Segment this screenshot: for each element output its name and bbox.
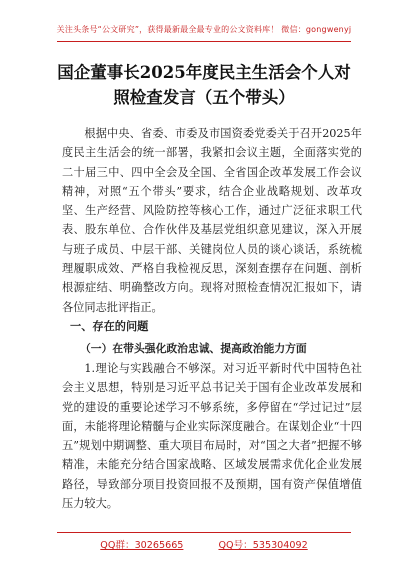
title-line-2: 照检查发言（五个带头）: [113, 88, 295, 107]
point-paragraph: 1.理论与实践融合不够深。对习近平新时代中国特色社会主义思想，特别是习近平总书记关于国有企业改革发展和党的建设的重要论述学习不够系统，多停留在“学过记过”层面，未能将理论精髓与企业实际深度融合。在谋划企业“十四五”规划中期调整、重大项目布局时，对“国之大者”把握不够精准，未能充分结合国家战略、区域发展需求优化企业发展路径，导致部分项目投资回报不及预期，国有资产保值增值压力较大。: [62, 361, 362, 511]
header-banner: 关注头条号“公文研究”，获得最新最全最专业的公文资料库！ 微信：gongwenyj: [56, 25, 352, 34]
header-divider: [57, 41, 351, 42]
qq-link[interactable]: QQ号：535304092: [218, 540, 308, 551]
document-title: [40, 60, 368, 110]
section-heading: 一、存在的问题: [70, 319, 149, 333]
document-body: [62, 124, 362, 513]
footer-divider: [57, 532, 351, 533]
subsection-heading: （一）在带头强化政治忠诚、提高政治能力方面: [80, 341, 307, 355]
qq-group-link[interactable]: QQ群：30265665: [100, 540, 184, 551]
intro-paragraph: 根据中央、省委、市委及市国资委党委关于召开2025年度民主生活会的统一部署，我紧扣会议主题，全面落实党的二十届三中、四中全会及全国、全省国企改革发展工作会议精神，对照“五个带头”要求，结合企业战略规划、改革攻坚、生产经营、风险防控等核心工作，通过广泛征求职工代表、股东单位、合作伙伴及基层党组织意见建议，深入开展与班子成员、中层干部、关键岗位人员的谈心谈话，系统梳理履职成效、严格自我检视反思，深刻查摆存在问题、剖析根源症结、明确整改方向。现将对照检查情况汇报如下，请各位同志批评指正。: [62, 127, 362, 314]
footer: [0, 537, 408, 551]
title-line-1: 国企董事长2025年度民主生活会个人对: [57, 63, 351, 82]
